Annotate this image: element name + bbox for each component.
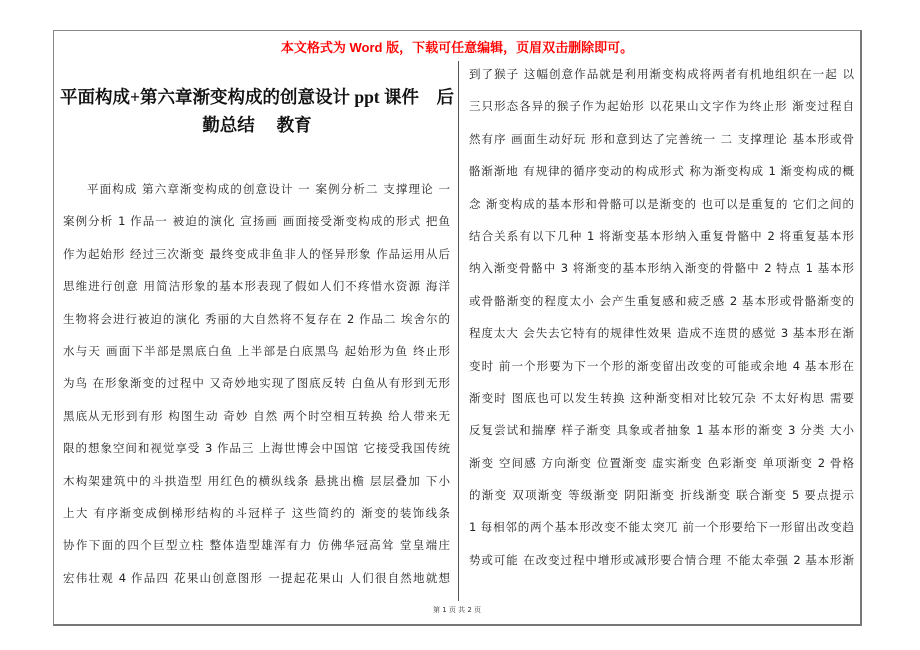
text-line: 骼渐渐地 有规律的循序变动的构成形式 称为渐变构成 1 渐变构成的概 (469, 164, 854, 179)
text-line: 或骨骼渐变的程度太小 会产生重复感和疲乏感 2 基本形或骨骼渐变的 (469, 293, 854, 308)
right-column-body (469, 58, 854, 576)
text-line: 上大 有序渐变成倒梯形结构的斗冠样子 这些简约的 渐变的装饰线条 (63, 505, 450, 520)
header-notice: 本文格式为 Word 版，下载可任意编辑，页眉双击删除即可。 (280, 40, 634, 55)
text-line: 水与天 画面下半部是黑底白鱼 上半部是白底黑鸟 起始形为鱼 终止形 (63, 343, 450, 358)
text-line: 反复尝试和揣摩 样子渐变 具象或者抽象 1 基本形的渐变 3 分类 大小 (469, 423, 854, 438)
text-line: 渐变时 图底也可以发生转换 这种渐变相对比较冗杂 不太好构思 需要 (469, 390, 854, 405)
text-line: 结合关系有以下几种 1 将渐变基本形纳入重复骨骼中 2 将重复基本形 (469, 228, 854, 243)
text-line: 纳入渐变骨骼中 3 将渐变的基本形纳入渐变的骨骼中 2 特点 1 基本形 (469, 261, 854, 276)
text-line: 势或可能 在改变过程中增形或减形要合情合理 不能太牵强 2 基本形渐 (469, 552, 854, 567)
text-line: 木构架建筑中的斗拱造型 用红色的横纵线条 悬挑出檐 层层叠加 下小 (63, 473, 450, 488)
text-line: 限的想象空间和视觉享受 3 作品三 上海世博会中国馆 它接受我国传统 (63, 441, 450, 456)
text-line: 案例分析 1 作品一 被迫的演化 宣扬画 画面接受渐变构成的形式 把鱼 (63, 214, 450, 229)
text-line: 然有序 画面生动好玩 形和意到达了完善统一 二 支撑理论 基本形或骨 (469, 131, 854, 146)
column-divider (458, 61, 459, 601)
title-line: 勤总结 教育 (202, 115, 312, 135)
text-line: 协作下面的四个巨型立柱 整体造型雄浑有力 仿佛华冠高耸 堂皇端庄 (63, 538, 450, 553)
text-line: 生物将会进行被迫的演化 秀丽的大自然将不复存在 2 作品二 埃舍尔的 (63, 311, 450, 326)
text-line: 三只形态各异的猴子作为起始形 以花果山文字作为终止形 渐变过程自 (469, 99, 854, 114)
text-line: 为鸟 在形象渐变的过程中 又奇妙地实现了图底反转 白鱼从有形到无形 (63, 376, 450, 391)
text-line: 思维进行创意 用简洁形象的基本形表现了假如人们不疼惜水资源 海洋 (63, 279, 450, 294)
text-line: 平面构成 第六章渐变构成的创意设计 一 案例分析二 支撑理论 一 (87, 182, 450, 196)
text-line: 宏伟壮观 4 作品四 花果山创意图形 一提起花果山 人们很自然地就想 (63, 570, 450, 585)
left-column-body (63, 173, 450, 594)
text-line: 作为起始形 经过三次渐变 最终变成非鱼非人的怪异形象 作品运用从后 (63, 246, 450, 261)
text-line: 到了猴子 这幅创意作品就是利用渐变构成将两者有机地组织在一起 以 (469, 67, 854, 81)
text-line: 念 渐变构成的基本形和骨骼可以是渐变的 也可以是重复的 它们之间的 (469, 196, 854, 211)
text-line: 程度太大 会失去它特有的规律性效果 造成不连贯的感觉 3 基本形在渐 (469, 326, 854, 341)
text-line: 的渐变 双项渐变 等级渐变 阴阳渐变 折线渐变 联合渐变 5 要点提示 (469, 488, 854, 503)
document-page (53, 30, 862, 626)
text-line: 1 每相邻的两个基本形改变不能太突兀 前一个形要给下一形留出改变趋 (469, 520, 854, 535)
text-line: 变时 前一个形要为下一个形的渐变留出改变的可能或余地 4 基本形在 (469, 358, 854, 373)
page-footer: 第 1 页 共 2 页 (432, 606, 482, 614)
document-title (60, 83, 454, 139)
title-line: 平面构成+第六章渐变构成的创意设计 ppt 课件 后 (60, 87, 455, 107)
text-line: 渐变 空间感 方向渐变 位置渐变 虚实渐变 色彩渐变 单项渐变 2 骨格 (469, 455, 854, 470)
text-line: 黑底从无形到有形 构图生动 奇妙 自然 两个时空相互转换 给人带来无 (63, 408, 450, 423)
